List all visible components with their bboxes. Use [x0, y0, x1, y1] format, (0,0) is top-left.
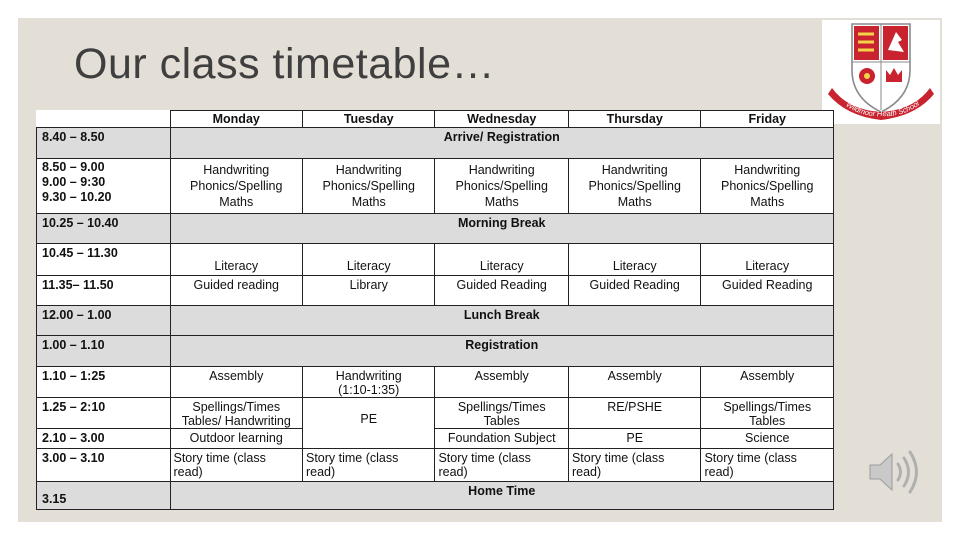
lesson-cell: Story time (class read) — [568, 449, 700, 482]
day-header: Tuesday — [302, 111, 434, 128]
table-row — [37, 276, 834, 306]
time-cell: 12.00 – 1.00 — [37, 306, 171, 336]
lesson-cell: Handwriting Phonics/Spelling Maths — [435, 159, 569, 214]
lesson-cell: Literacy — [302, 244, 434, 276]
time-cell: 1.10 – 1:25 — [37, 367, 171, 398]
time-line: 9.00 – 9:30 — [42, 175, 106, 189]
lesson-cell: Handwriting Phonics/Spelling Maths — [170, 159, 302, 214]
lesson-cell: Science — [701, 429, 834, 449]
table-row — [37, 429, 834, 449]
time-cell: 8.40 – 8.50 — [37, 128, 171, 159]
span-cell: Lunch Break — [170, 306, 834, 336]
time-cell: 10.25 – 10.40 — [37, 214, 171, 244]
time-cell: 3.00 – 3.10 — [37, 449, 171, 482]
table-row — [37, 482, 834, 510]
lesson-cell: Assembly — [568, 367, 700, 398]
lesson-cell: Guided Reading — [435, 276, 569, 306]
table-row — [37, 336, 834, 367]
lesson-cell: Assembly — [170, 367, 302, 398]
lesson-cell: Literacy — [170, 244, 302, 276]
header-blank — [37, 111, 171, 128]
time-cell: 3.15 — [37, 482, 171, 510]
time-cell — [37, 159, 171, 214]
timetable-table — [36, 110, 834, 510]
lesson-cell: Spellings/Times Tables/ Handwriting — [170, 398, 302, 429]
lesson-cell: Handwriting (1:10-1:35) — [302, 367, 434, 398]
span-cell: Home Time — [170, 482, 834, 510]
table-row — [37, 449, 834, 482]
lesson-cell: RE/PSHE — [568, 398, 700, 429]
lesson-cell: Assembly — [435, 367, 569, 398]
time-cell: 1.25 – 2:10 — [37, 398, 171, 429]
day-header: Thursday — [568, 111, 700, 128]
crest-banner-text: Wildmoor Heath School — [844, 98, 921, 119]
lesson-cell: PE — [302, 398, 434, 449]
header-row — [37, 111, 834, 128]
lesson-cell: Story time (class read) — [435, 449, 569, 482]
lesson-cell: Spellings/Times Tables — [435, 398, 569, 429]
table-row — [37, 128, 834, 159]
table-row — [37, 306, 834, 336]
time-cell: 10.45 – 11.30 — [37, 244, 171, 276]
table-row — [37, 159, 834, 214]
lesson-cell: Outdoor learning — [170, 429, 302, 449]
lesson-cell: Story time (class read) — [170, 449, 302, 482]
lesson-cell: Guided Reading — [701, 276, 834, 306]
lesson-cell: Foundation Subject — [435, 429, 569, 449]
timetable — [36, 110, 834, 507]
table-row — [37, 214, 834, 244]
lesson-cell: Literacy — [435, 244, 569, 276]
table-row — [37, 367, 834, 398]
table-row — [37, 398, 834, 429]
lesson-cell: Handwriting Phonics/Spelling Maths — [568, 159, 700, 214]
slide-title: Our class timetable… — [74, 40, 496, 88]
time-cell: 1.00 – 1.10 — [37, 336, 171, 367]
lesson-cell: PE — [568, 429, 700, 449]
span-cell: Morning Break — [170, 214, 834, 244]
speaker-icon[interactable] — [866, 448, 924, 496]
day-header: Friday — [701, 111, 834, 128]
time-line: 8.50 – 9.00 — [42, 160, 105, 174]
span-cell: Registration — [170, 336, 834, 367]
lesson-cell: Literacy — [701, 244, 834, 276]
lesson-cell: Story time (class read) — [302, 449, 434, 482]
span-cell: Arrive/ Registration — [170, 128, 834, 159]
time-cell: 11.35– 11.50 — [37, 276, 171, 306]
lesson-cell: Spellings/Times Tables — [701, 398, 834, 429]
lesson-cell: Guided reading — [170, 276, 302, 306]
time-line: 9.30 – 10.20 — [42, 190, 112, 204]
school-crest-icon — [822, 20, 940, 124]
lesson-cell: Handwriting Phonics/Spelling Maths — [701, 159, 834, 214]
lesson-cell: Handwriting Phonics/Spelling Maths — [302, 159, 434, 214]
day-header: Monday — [170, 111, 302, 128]
lesson-cell: Guided Reading — [568, 276, 700, 306]
table-row — [37, 244, 834, 276]
lesson-cell: Story time (class read) — [701, 449, 834, 482]
lesson-cell: Library — [302, 276, 434, 306]
day-header: Wednesday — [435, 111, 569, 128]
lesson-cell: Literacy — [568, 244, 700, 276]
lesson-cell: Assembly — [701, 367, 834, 398]
time-cell: 2.10 – 3.00 — [37, 429, 171, 449]
